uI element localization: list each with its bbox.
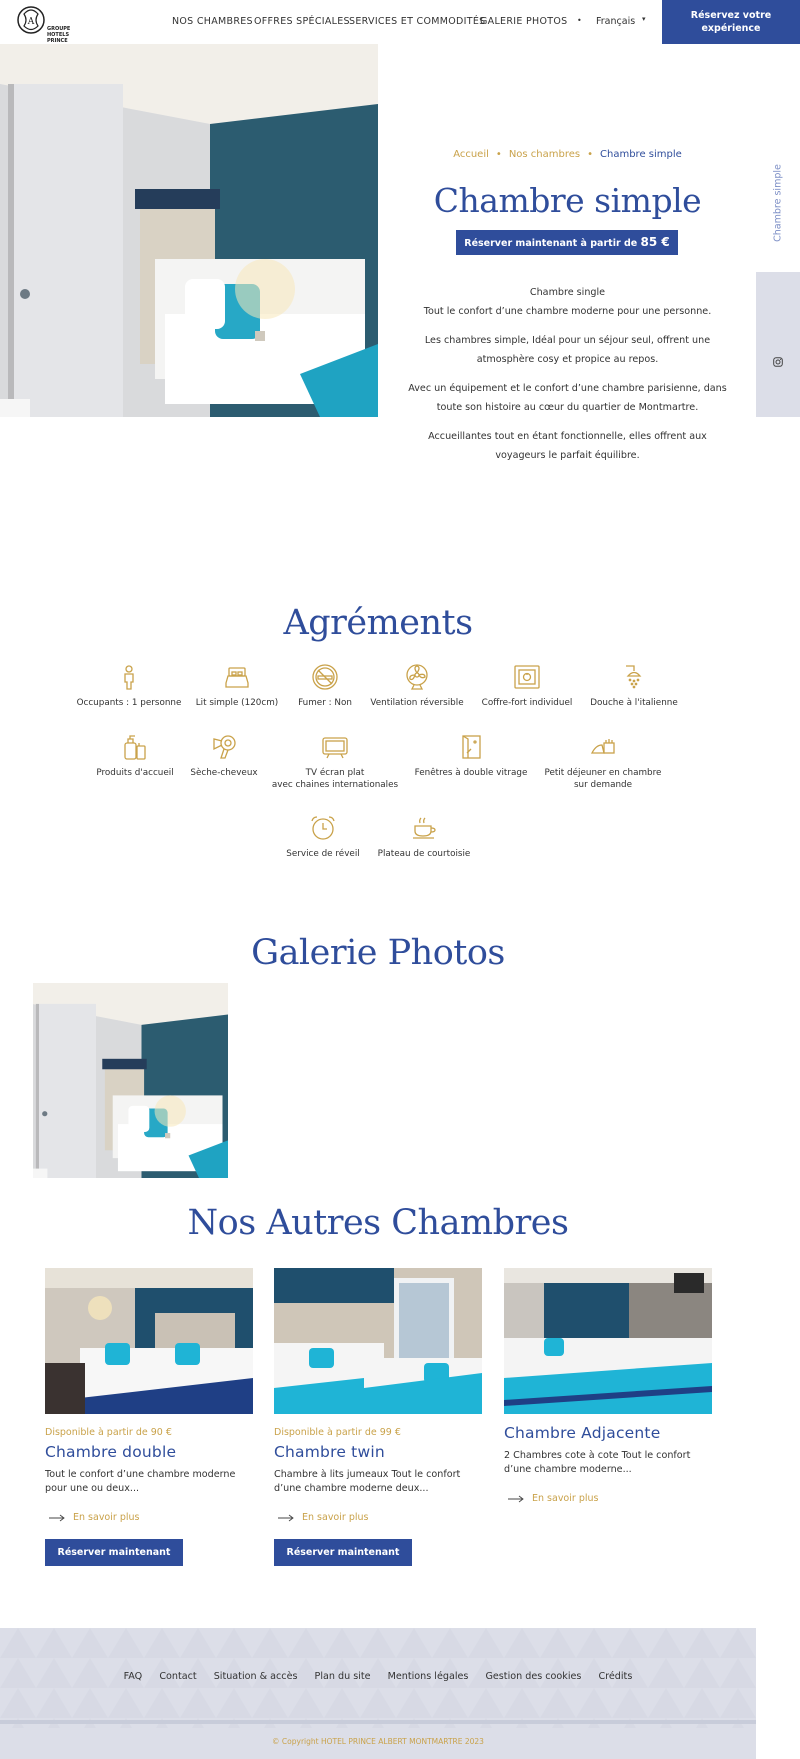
amenity-label	[533, 767, 673, 791]
room-card-text: 2 Chambres cote à cote Tout le confort d’une chambre moderne...	[504, 1450, 691, 1475]
room-card	[504, 1268, 712, 1504]
amenity-item	[564, 663, 704, 709]
footer-links	[0, 1671, 756, 1682]
amenity-label: Occupants : 1 personne	[76, 698, 182, 708]
shower-icon	[620, 663, 648, 691]
room-card-availability: Disponible à partir de 99 €	[274, 1427, 401, 1438]
amenities-title: Agréments	[283, 603, 473, 643]
page-title: Chambre simple	[433, 181, 702, 220]
alarm-clock-icon	[309, 814, 337, 842]
room-card	[274, 1268, 482, 1566]
room-card-text: Tout le confort d’une chambre moderne pour une ou deux...	[45, 1469, 236, 1494]
footer-link-legal[interactable]: Mentions légales	[387, 1671, 469, 1682]
footer-link-cookies[interactable]: Gestion des cookies	[485, 1671, 582, 1682]
person-icon	[115, 663, 143, 691]
room-card-text: Chambre à lits jumeaux Tout le confort d’une chambre moderne deux...	[274, 1469, 461, 1494]
room-card-photo[interactable]	[45, 1268, 253, 1414]
toiletries-icon	[121, 733, 149, 761]
book-now-price-button[interactable]	[456, 230, 678, 255]
amenity-label: Fumer : Non	[298, 698, 352, 708]
breadcrumb-rooms[interactable]: Nos chambres	[508, 149, 581, 160]
hero-room-photo	[0, 44, 378, 417]
fan-icon	[403, 663, 431, 691]
learn-more-label: En savoir plus	[73, 1512, 140, 1523]
amenity-item	[265, 733, 405, 791]
bed-icon	[223, 663, 251, 691]
nav-services[interactable]: SERVICES ET COMMODITÉS	[349, 16, 486, 27]
desc-paragraph: Les chambres simple, Idéal pour un séjour seul, offrent une atmosphère cosy et propice au repos.	[424, 335, 711, 365]
window-icon	[457, 733, 485, 761]
learn-more-link[interactable]	[45, 1512, 253, 1523]
room-card-name[interactable]: Chambre Adjacente	[504, 1424, 661, 1442]
nav-bullet-icon: •	[577, 16, 582, 25]
other-rooms-title: Nos Autres Chambres	[187, 1203, 569, 1243]
side-room-label	[756, 148, 800, 258]
amenity-label-line: sur demande	[573, 780, 633, 790]
no-smoking-icon	[311, 663, 339, 691]
arrow-right-icon	[49, 1514, 65, 1522]
room-card-photo[interactable]	[274, 1268, 482, 1414]
safe-icon	[513, 663, 541, 691]
chevron-down-icon[interactable]: ▾	[642, 15, 646, 23]
amenity-item	[354, 814, 494, 860]
footer-link-sitemap[interactable]: Plan du site	[314, 1671, 371, 1682]
amenity-label: Ventilation réversible	[370, 698, 464, 708]
side-social-panel	[756, 272, 800, 417]
footer-link-contact[interactable]: Contact	[159, 1671, 197, 1682]
book-now-button[interactable]: Réserver maintenant	[274, 1539, 412, 1566]
breadcrumb	[420, 149, 715, 160]
amenity-label: Fenêtres à double vitrage	[414, 768, 528, 778]
logo-text: GROUPE HOTELS PRINCE	[47, 26, 71, 44]
learn-more-label: En savoir plus	[532, 1493, 599, 1504]
breadcrumb-separator: •	[587, 149, 594, 160]
price-amount: 85 €	[640, 235, 670, 249]
learn-more-link[interactable]	[274, 1512, 482, 1523]
breadcrumb-current: Chambre simple	[600, 149, 682, 160]
room-card-name[interactable]: Chambre double	[45, 1443, 177, 1461]
site-footer	[0, 1628, 756, 1759]
price-button-label: Réserver maintenant à partir de	[464, 238, 638, 249]
instagram-icon[interactable]	[773, 357, 783, 367]
room-card-photo[interactable]	[504, 1268, 712, 1414]
book-experience-button[interactable]: Réservez votre expérience	[662, 0, 800, 44]
amenity-label	[265, 767, 405, 791]
side-room-label-text: Chambre simple	[772, 164, 784, 242]
nav-nos-chambres[interactable]: NOS CHAMBRES	[172, 16, 253, 27]
amenity-item	[401, 733, 541, 779]
breadcrumb-home[interactable]: Accueil	[453, 149, 489, 160]
arrow-right-icon	[508, 1495, 524, 1503]
footer-divider	[0, 1720, 756, 1724]
amenity-label: Plateau de courtoisie	[377, 849, 471, 859]
room-card	[45, 1268, 253, 1566]
hotel-logo[interactable]	[14, 4, 84, 44]
amenity-label: Lit simple (120cm)	[195, 698, 279, 708]
hairdryer-icon	[210, 733, 238, 761]
nav-galerie-photos[interactable]: GALERIE PHOTOS	[480, 16, 568, 27]
gallery-photo[interactable]	[33, 983, 228, 1178]
learn-more-label: En savoir plus	[302, 1512, 369, 1523]
desc-subtitle: Chambre single	[529, 287, 606, 298]
desc-line: Tout le confort d’une chambre moderne pour une personne.	[423, 306, 712, 317]
tv-icon	[321, 733, 349, 761]
footer-link-credits[interactable]: Crédits	[598, 1671, 633, 1682]
footer-link-location[interactable]: Situation & accès	[213, 1671, 298, 1682]
nav-offres-speciales[interactable]: OFFRES SPÉCIALES	[254, 16, 350, 27]
amenity-label-line: TV écran plat	[305, 768, 365, 778]
desc-paragraph: Avec un équipement et le confort d’une chambre parisienne, dans toute son histoire au cœur du quartier de Montmartre.	[408, 383, 727, 413]
tea-cup-icon	[410, 814, 438, 842]
breadcrumb-separator: •	[495, 149, 502, 160]
desc-paragraph: Accueillantes tout en étant fonctionnelle, elles offrent aux voyageurs le parfait équilibre.	[428, 431, 707, 461]
breakfast-icon	[589, 733, 617, 761]
language-select[interactable]: Français	[596, 16, 636, 27]
site-header	[0, 0, 800, 44]
room-card-availability: Disponible à partir de 90 €	[45, 1427, 172, 1438]
footer-link-faq[interactable]: FAQ	[123, 1671, 143, 1682]
amenity-label-line: Petit déjeuner en chambre	[544, 768, 662, 778]
learn-more-link[interactable]	[504, 1493, 712, 1504]
arrow-right-icon	[278, 1514, 294, 1522]
room-description	[405, 283, 730, 475]
amenity-label: Douche à l'italienne	[590, 698, 678, 708]
amenity-label: Produits d'accueil	[96, 768, 174, 778]
amenity-item	[533, 733, 673, 791]
amenity-label: Coffre-fort individuel	[481, 698, 573, 708]
copyright: © Copyright HOTEL PRINCE ALBERT MONTMARTRE 2023	[272, 1737, 484, 1746]
room-card-name[interactable]: Chambre twin	[274, 1443, 385, 1461]
svg-text:A: A	[27, 17, 35, 27]
amenity-label-line: avec chaines internationales	[271, 780, 399, 790]
amenity-label: Sèche-cheveux	[190, 768, 258, 778]
gallery-title: Galerie Photos	[251, 933, 505, 973]
book-now-button[interactable]: Réserver maintenant	[45, 1539, 183, 1566]
amenity-label: Service de réveil	[286, 849, 360, 859]
